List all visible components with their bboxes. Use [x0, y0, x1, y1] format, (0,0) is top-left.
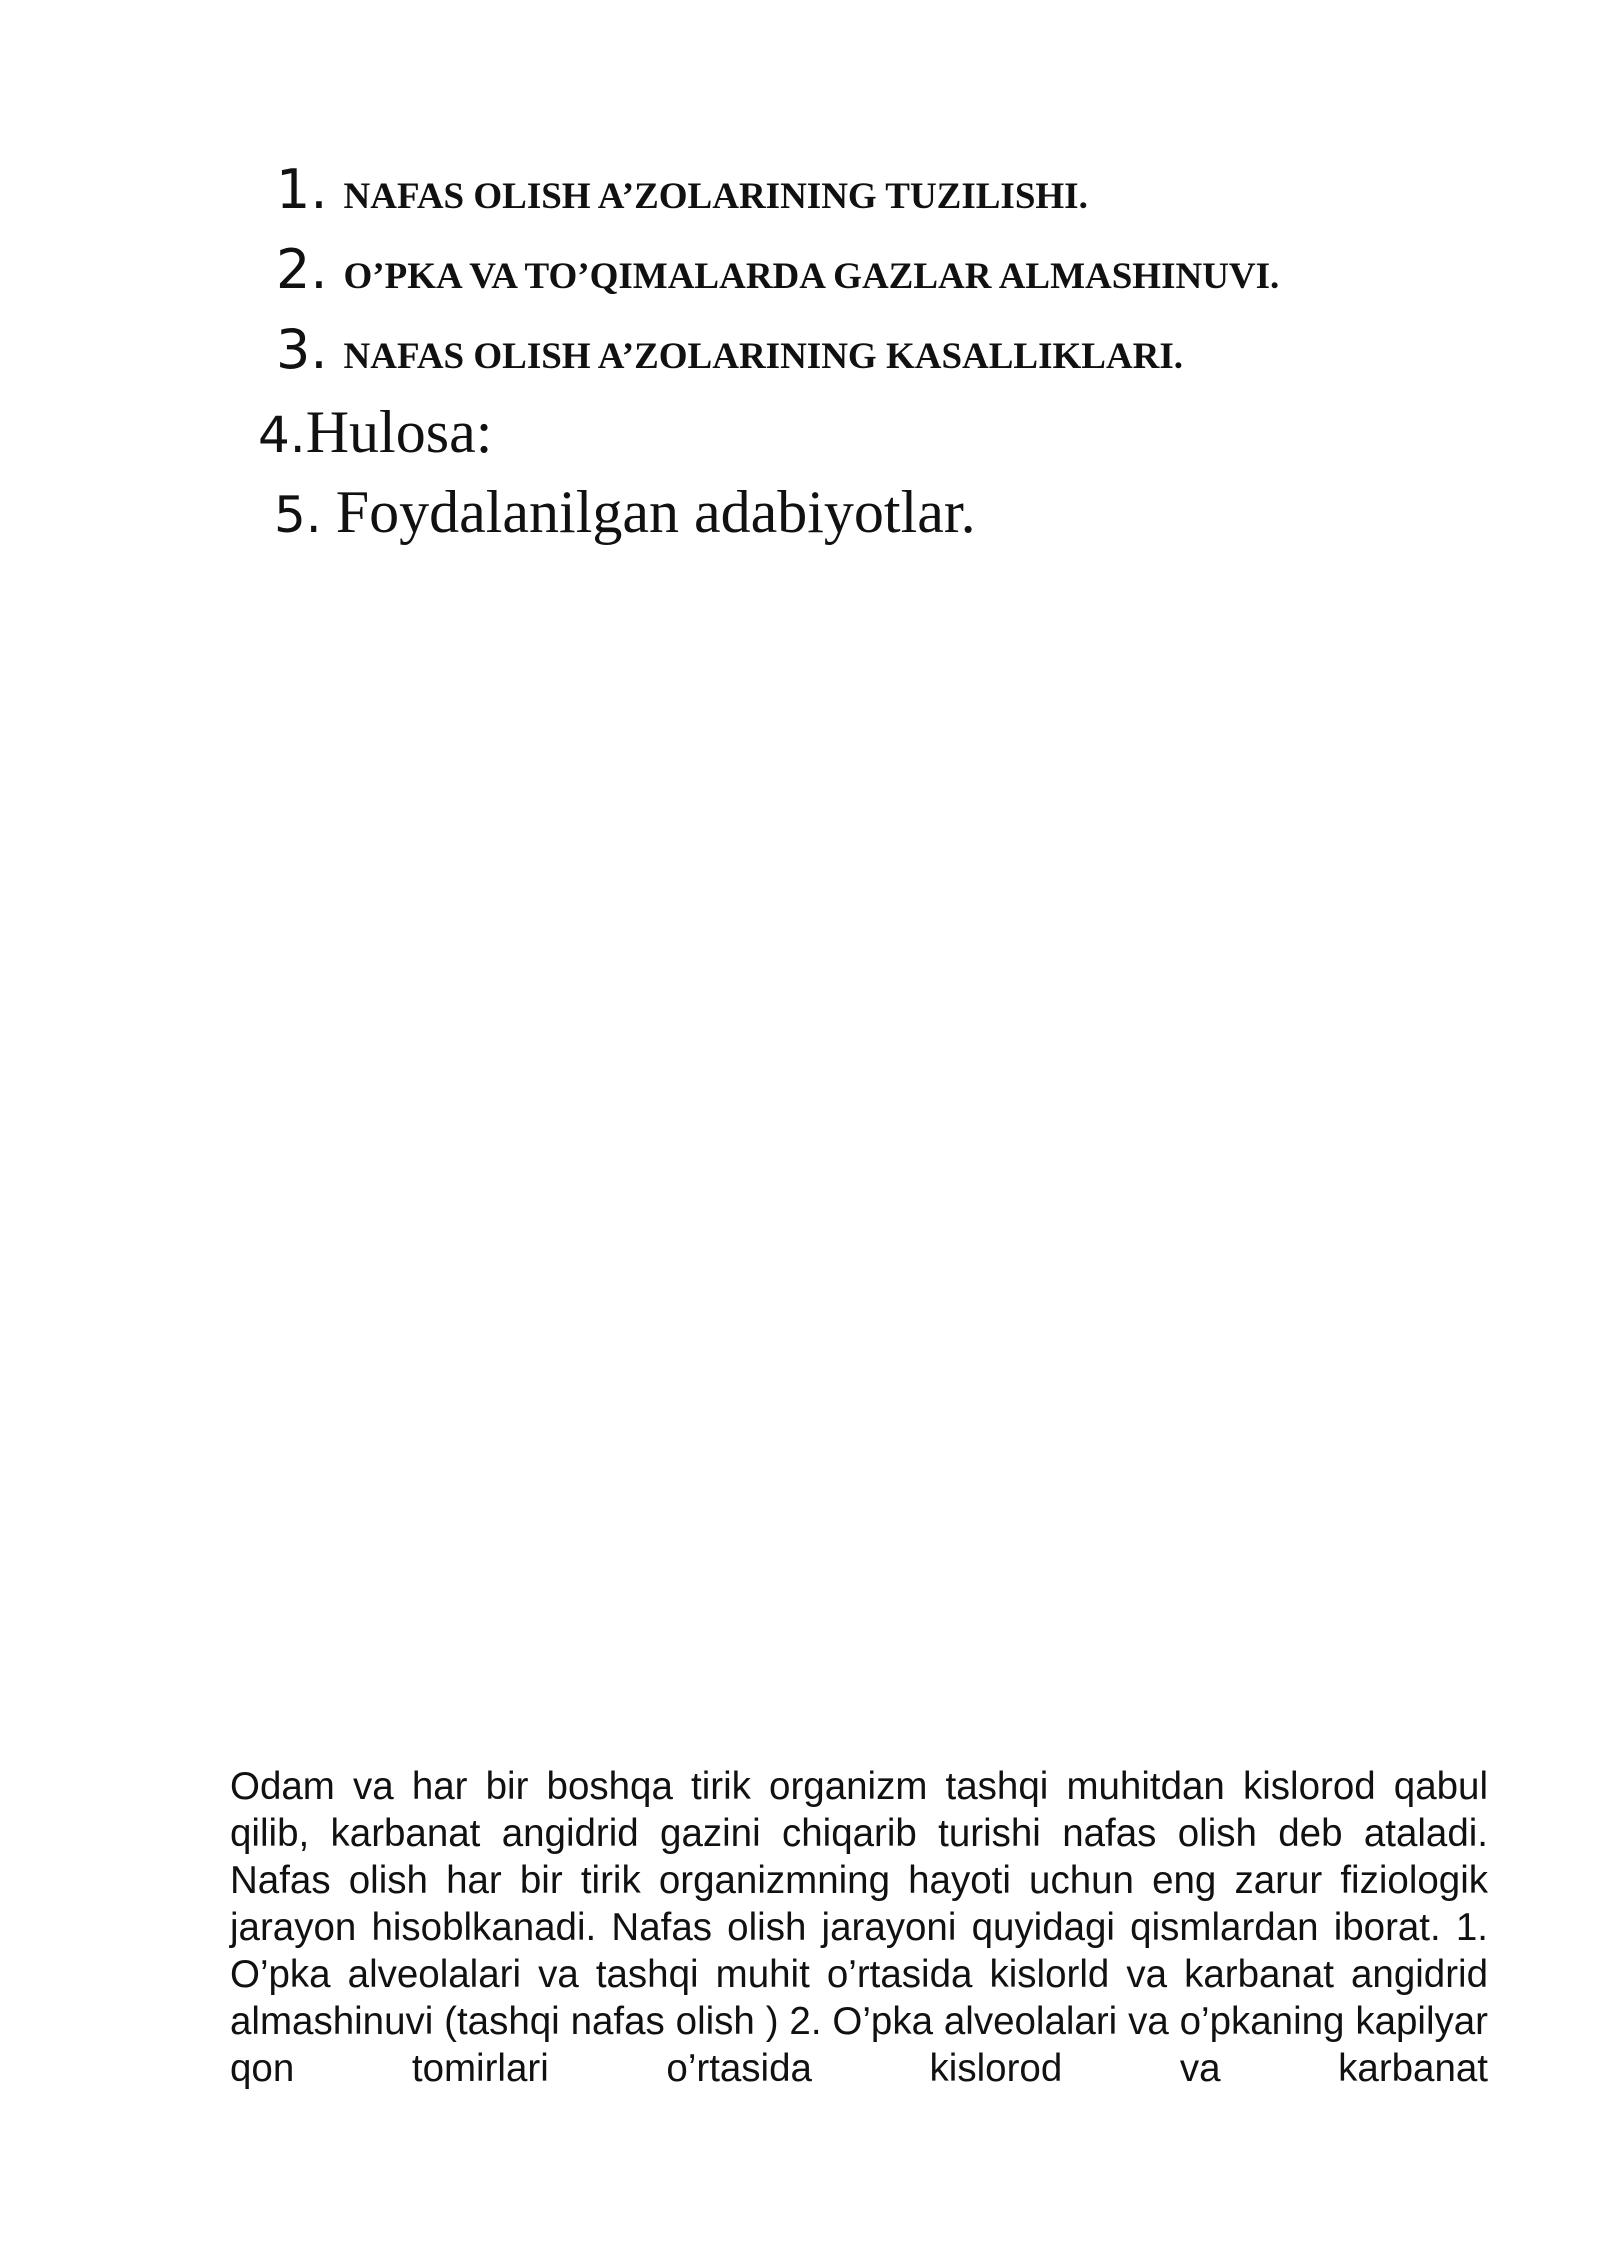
body-paragraph: Odam va har bir boshqa tirik organizm tashqi muhitdan kislorod qabul qilib, karbanat angidrid gazini chiqarib turishi nafas olish deb ataladi. Nafas olish har bir tirik organizmning hayoti uchun eng zarur fiziologik jarayon hisoblkanadi. Nafas olish jarayoni quyidagi qismlardan iborat. 1. O’pka alveolalari va tashqi muhit o’rtasida kislorld va karbanat angidrid almashinuvi (tashqi nafas olish ) 2. O’pka alveolalari va o’pkaning kapilyar qon tomirlari o’rtasida kislorod va karbanat	[230, 1765, 1488, 2090]
toc-item-3	[276, 318, 1183, 381]
toc-item-title: Foydalanilgan adabiyotlar.	[335, 479, 976, 545]
toc-item-4	[258, 398, 492, 467]
toc-item-number: 2.	[276, 238, 328, 301]
toc-item-title: NAFAS OLISH A’ZOLARINING KASALLIKLARI.	[343, 336, 1184, 377]
toc-item-number: 1.	[276, 158, 328, 221]
toc-item-2	[276, 238, 1279, 301]
toc-item-title: Hulosa:	[305, 399, 493, 465]
toc-item-number: 3.	[276, 318, 328, 381]
toc-item-5	[274, 478, 976, 547]
toc-item-number: 5.	[274, 486, 322, 544]
toc-item-title: O’PKA VA TO’QIMALARDA GAZLAR ALMASHINUVI.	[343, 256, 1280, 297]
toc-item-1	[276, 158, 1088, 221]
toc-item-title: NAFAS OLISH A’ZOLARINING TUZILISHI.	[343, 176, 1088, 217]
toc-item-number: 4.	[258, 406, 306, 464]
